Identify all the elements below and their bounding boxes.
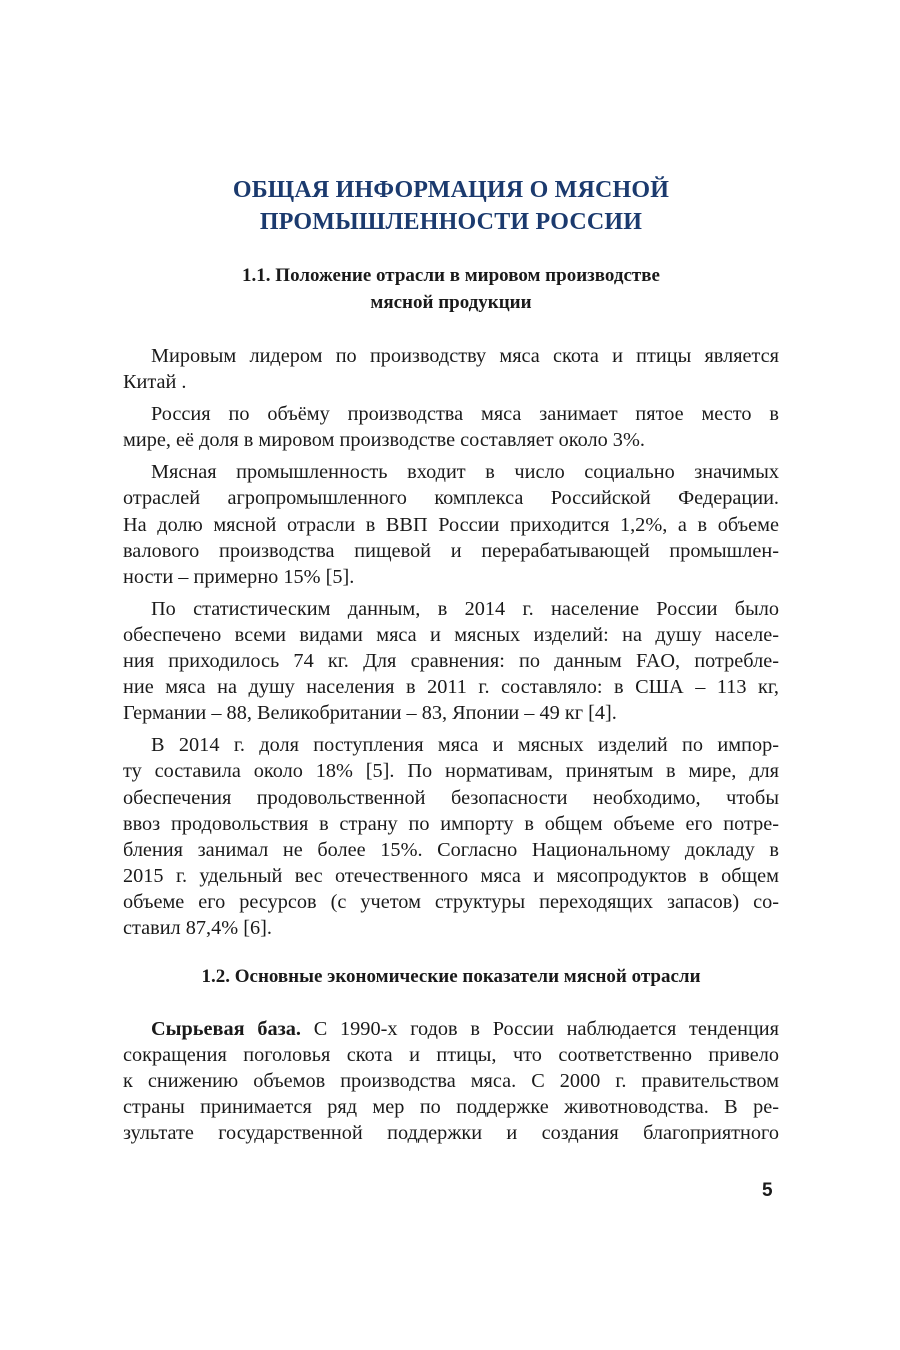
chapter-title-line: ОБЩАЯ ИНФОРМАЦИЯ О МЯСНОЙ <box>232 177 670 203</box>
text-line: Россия по объёму производства мяса занимает пятое место в <box>151 403 779 426</box>
text-line: зультате государственной поддержки и создания благоприятного <box>123 1122 779 1145</box>
text-line <box>123 1016 779 1042</box>
text-line: объеме его ресурсов (с учетом структуры переходящих запасов) со- <box>123 890 779 913</box>
text-line: Мясная промышленность входит в число социально значимых <box>151 461 779 484</box>
text-line: обеспечения продовольственной безопасности необходимо, чтобы <box>123 786 779 809</box>
text-line: обеспечено всеми видами мяса и мясных изделий: на душу населе- <box>123 623 779 646</box>
lead-term: Сырьевая база. <box>151 1018 301 1040</box>
text-line: Мировым лидером по производству мяса скота и птицы является <box>151 345 779 367</box>
text-line: На долю мясной отрасли в ВВП России приходится 1,2%, а в объеме <box>123 513 779 536</box>
text-line: ту составила около 18% [5]. По нормативам, принятым в мире, для <box>123 760 779 783</box>
text-line: Германии – 88, Великобритании – 83, Японии – 49 кг [4]. <box>123 702 617 725</box>
text-line: По статистическим данным, в 2014 г. население России было <box>151 597 779 620</box>
section-title-1-2 <box>123 963 779 990</box>
section-title-1-1 <box>123 262 779 316</box>
text-line: к снижению объемов производства мяса. С 2000 г. правительством <box>123 1070 779 1093</box>
text-line: сокращения поголовья скота и птицы, что соответственно привело <box>123 1044 779 1067</box>
section-title-line: 1.1. Положение отрасли в мировом производстве <box>242 265 660 286</box>
section-title-line: мясной продукции <box>370 292 532 313</box>
page-number: 5 <box>762 1180 773 1201</box>
text-line: ние мяса на душу населения в 2011 г. составляло: в США – 113 кг, <box>123 676 779 699</box>
section-1-1-body <box>123 343 779 941</box>
chapter-title <box>123 174 779 238</box>
text-line: отраслей агропромышленного комплекса Российской Федерации. <box>123 487 779 510</box>
section-title-line: 1.2. Основные экономические показатели мясной отрасли <box>201 966 701 987</box>
text-line: валового производства пищевой и перерабатывающей промышлен- <box>123 539 779 562</box>
text-line: страны принимается ряд мер по поддержке животноводства. В ре- <box>123 1096 779 1119</box>
text-line: бления занимал не более 15%. Согласно Национальному докладу в <box>123 838 779 861</box>
text-line: В 2014 г. доля поступления мяса и мясных изделий по импор- <box>151 734 779 757</box>
text-run: С 1990-х годов в России наблюдается тенденция <box>300 1018 779 1040</box>
book-page <box>123 0 779 1350</box>
text-line: ставил 87,4% [6]. <box>123 916 272 939</box>
text-line: 2015 г. удельный вес отечественного мяса и мясопродуктов в общем <box>123 864 779 887</box>
text-line: ния приходилось 74 кг. Для сравнения: по данным FAO, потребле- <box>123 650 779 673</box>
chapter-title-line: ПРОМЫШЛЕННОСТИ РОССИИ <box>259 209 643 235</box>
text-line: ности – примерно 15% [5]. <box>123 565 355 588</box>
text-line: мире, её доля в мировом производстве составляет около 3%. <box>123 429 645 452</box>
section-1-2-body <box>123 1016 779 1146</box>
text-line: ввоз продовольствия в страну по импорту в общем объеме его потре- <box>123 812 779 835</box>
text-line: Китай . <box>123 371 187 394</box>
